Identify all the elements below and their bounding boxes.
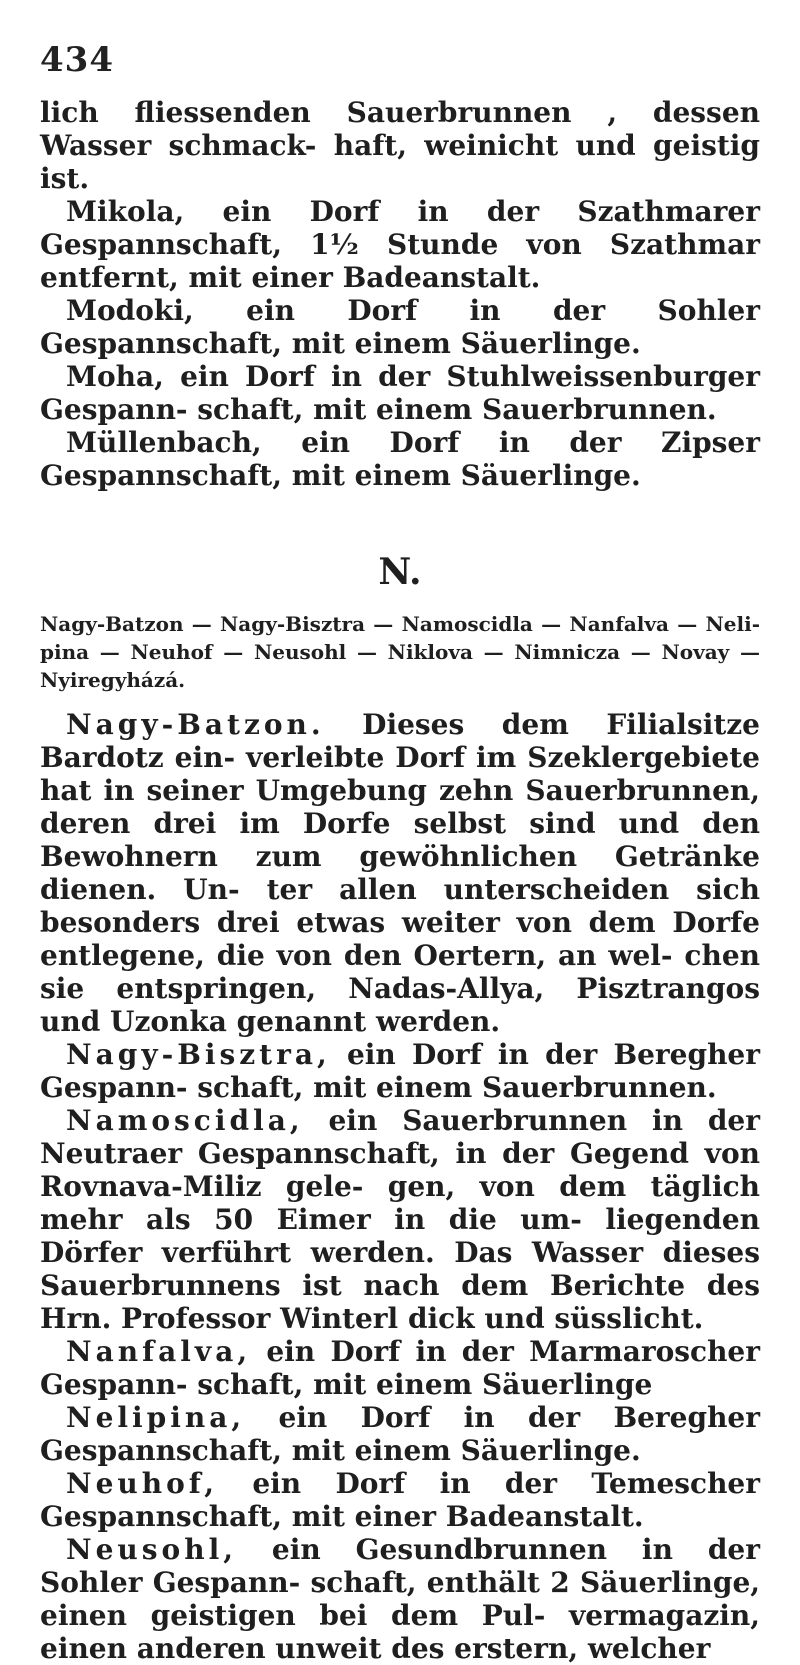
entry-nelipina [40, 1401, 760, 1467]
entry-name: Neuhof, [66, 1467, 218, 1500]
entry-mikola: Mikola, ein Dorf in der Szathmarer Gespannschaft, 1½ Stunde von Szathmar entfernt, mit einer Badeanstalt. [40, 195, 760, 294]
entry-namoscidla [40, 1104, 760, 1335]
entry-modoki: Modoki, ein Dorf in der Sohler Gespannschaft, mit einem Säuerlinge. [40, 294, 760, 360]
entry-name: Nanfalva, [66, 1335, 252, 1368]
entry-nanfalva [40, 1335, 760, 1401]
entry-name: Nagy-Bisztra, [66, 1038, 331, 1071]
entry-moha: Moha, ein Dorf in der Stuhlweissenburger Gespann- schaft, mit einem Sauerbrunnen. [40, 360, 760, 426]
entry-text: ein Dorf in der Marmaroscher Gespann- schaft, mit einem Säuerlinge [40, 1335, 760, 1401]
entry-text: ein Gesundbrunnen in der Sohler Gespann- schaft, enthält 2 Säuerlinge, einen geistigen bei dem Pul- vermagazin, einen anderen unweit des erstern, welcher [40, 1533, 760, 1665]
entry-text: ein Dorf in der Beregher Gespannschaft, mit einem Säuerlinge. [40, 1401, 760, 1467]
entry-neuhof [40, 1467, 760, 1533]
entry-name: Namoscidla, [66, 1104, 304, 1137]
section-heading: N. [378, 551, 422, 593]
entries-list [40, 708, 760, 1665]
entry-text: Dieses dem Filialsitze Bardotz ein- verleibte Dorf im Szeklergebiete hat in seiner Umgebung zehn Sauerbrunnen, deren drei im Dorfe selbst sind und den Bewohnern zum gewöhnlichen Getränke dienen. Un- ter allen unterscheiden sich besonders drei etwas weiter von dem Dorfe entlegene, die von den Oertern, an wel- chen sie entspringen, Nadas-Allya, Pisztrangos und Uzonka genannt werden. [40, 708, 760, 1038]
entry-text: ein Dorf in der Beregher Gespann- schaft, mit einem Sauerbrunnen. [40, 1038, 760, 1104]
entry-name: Neusohl, [66, 1533, 237, 1566]
page-body [40, 96, 760, 1665]
entry-name: Nelipina, [66, 1401, 246, 1434]
page-number: 434 [40, 40, 114, 80]
continued-paragraph: lich fliessenden Sauerbrunnen , dessen Wasser schmack- haft, weinicht und geistig ist. [40, 96, 760, 195]
entry-muellenbach: Müllenbach, ein Dorf in der Zipser Gespannschaft, mit einem Säuerlinge. [40, 426, 760, 492]
entry-neusohl [40, 1533, 760, 1665]
entry-text: ein Sauerbrunnen in der Neutraer Gespannschaft, in der Gegend von Rovnava-Miliz gele- gen, von dem täglich mehr als 50 Eimer in die um- liegenden Dörfer verführt werden. Das Wasser dieses Sauerbrunnens ist nach dem Berichte des Hrn. Professor Winterl dick und süsslicht. [40, 1104, 760, 1335]
entry-nagy-bisztra [40, 1038, 760, 1104]
entry-name: Nagy-Batzon. [66, 708, 325, 741]
section-contents: Nagy-Batzon — Nagy-Bisztra — Namoscidla — Nanfalva — Neli- pina — Neuhof — Neusohl — Niklova — Nimnicza — Novay — Nyiregyházá. [40, 612, 760, 692]
entry-text: ein Dorf in der Temescher Gespannschaft, mit einer Badeanstalt. [40, 1467, 760, 1533]
entry-nagy-batzon [40, 708, 760, 1038]
